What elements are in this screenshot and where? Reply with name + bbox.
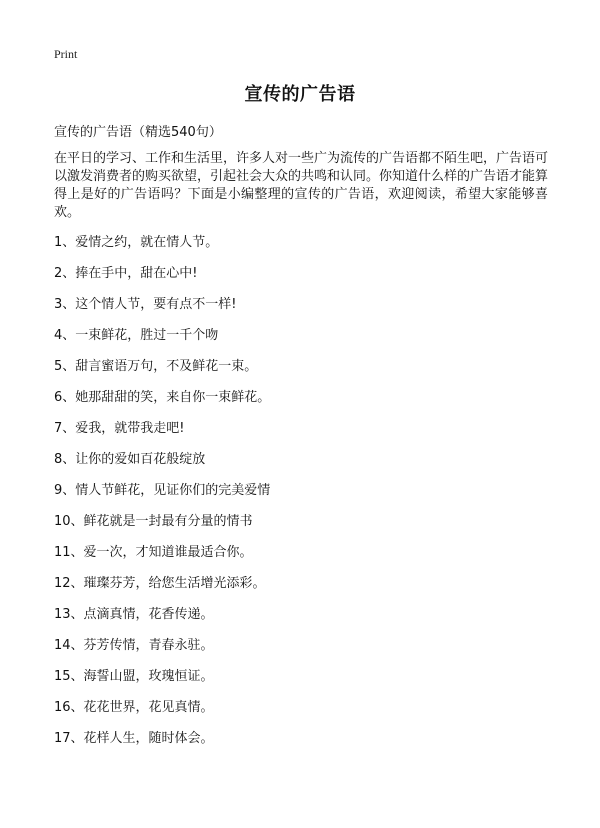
slogan-list (54, 234, 548, 761)
list-item: 13、点滴真情，花香传递。 (54, 607, 214, 622)
list-item: 1、爱情之约，就在情人节。 (54, 235, 219, 250)
list-item: 12、璀璨芬芳，给您生活增光添彩。 (54, 576, 266, 591)
print-link[interactable]: Print (54, 47, 78, 61)
list-item: 10、鲜花就是一封最有分量的情书 (54, 514, 253, 529)
list-item: 7、爱我，就带我走吧! (54, 421, 185, 436)
list-item: 6、她那甜甜的笑，来自你一束鲜花。 (54, 390, 271, 405)
list-item: 9、情人节鲜花，见证你们的完美爱情 (54, 483, 271, 498)
list-item: 14、芬芳传情，青春永驻。 (54, 638, 214, 653)
intro-paragraph: 在平日的学习、工作和生活里，许多人对一些广为流传的广告语都不陌生吧，广告语可以激发消费者的购买欲望，引起社会大众的共鸣和认同。你知道什么样的广告语才能算得上是好的广告语吗？下面是小编整理的宣传的广告语，欢迎阅读，希望大家能够喜欢。 (54, 151, 549, 220)
list-item: 2、捧在手中，甜在心中! (54, 266, 198, 281)
list-item: 4、一束鲜花，胜过一千个吻 (54, 328, 219, 343)
list-item: 11、爱一次，才知道谁最适合你。 (54, 545, 253, 560)
list-item: 17、花样人生，随时体会。 (54, 731, 214, 746)
subtitle: 宣传的广告语（精选540句） (54, 125, 222, 140)
list-item: 5、甜言蜜语万句，不及鲜花一束。 (54, 359, 258, 374)
list-item: 3、这个情人节，要有点不一样! (54, 297, 237, 312)
list-item: 15、海誓山盟，玫瑰恒证。 (54, 669, 214, 684)
list-item: 8、让你的爱如百花般绽放 (54, 452, 206, 467)
page-title: 宣传的广告语 (244, 84, 356, 105)
list-item: 16、花花世界，花见真情。 (54, 700, 214, 715)
